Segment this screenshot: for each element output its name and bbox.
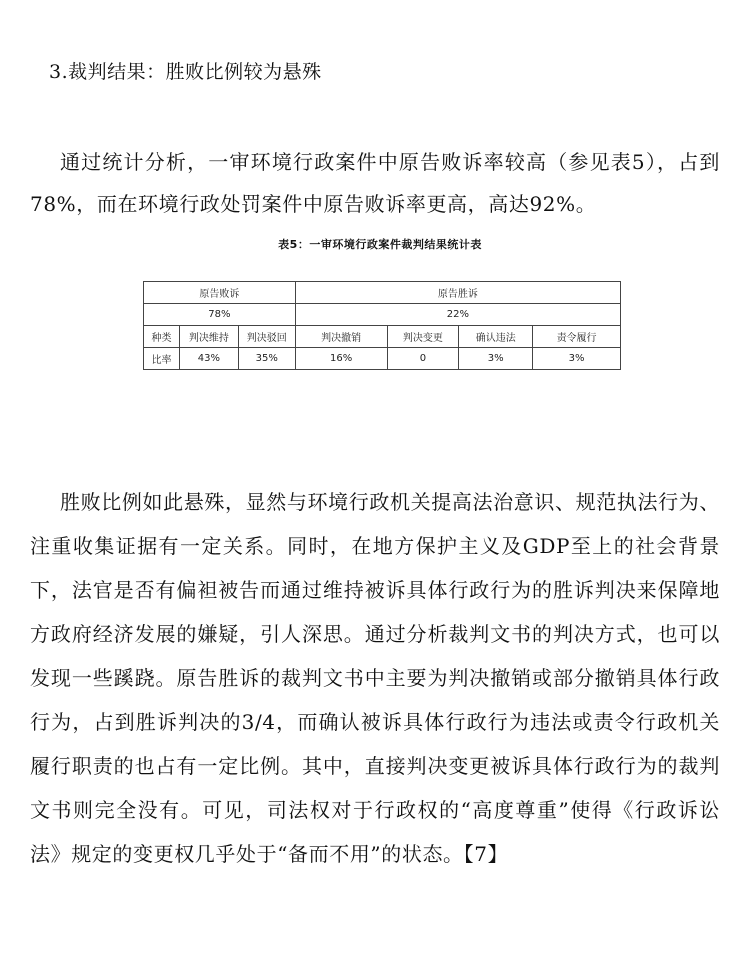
table-cell-header-type: 种类: [144, 326, 180, 348]
table-cell-value: 35%: [238, 348, 295, 370]
table-row: [144, 348, 621, 370]
table-cell-win-rate: 22%: [295, 304, 620, 326]
table-cell-value: 16%: [295, 348, 387, 370]
table-caption: 表5：一审环境行政案件裁判结果统计表: [278, 238, 482, 251]
table-cell-value: 43%: [179, 348, 238, 370]
table-cell-category: 判决变更: [387, 326, 459, 348]
table-cell-category: 责令履行: [533, 326, 621, 348]
section-heading: 3.裁判结果：胜败比例较为悬殊: [49, 61, 322, 83]
table-cell-value: 3%: [459, 348, 533, 370]
table-cell-category: 确认违法: [459, 326, 533, 348]
table-row: [144, 326, 621, 348]
table-cell-category: 判决撤销: [295, 326, 387, 348]
paragraph-statistics: 通过统计分析，一审环境行政案件中原告败诉率较高（参见表5），占到78%，而在环境行政处罚案件中原告败诉率更高，高达92%。: [30, 150, 720, 216]
table-cell-category: 判决驳回: [238, 326, 295, 348]
table-cell-category: 判决维持: [179, 326, 238, 348]
table-cell-value: 3%: [533, 348, 621, 370]
table-cell-value: 0: [387, 348, 459, 370]
table-cell-header-ratio: 比率: [144, 348, 180, 370]
table-row: [144, 304, 621, 326]
table-cell-group-lose: 原告败诉: [144, 282, 296, 304]
table-cell-lose-rate: 78%: [144, 304, 296, 326]
paragraph-analysis: 胜败比例如此悬殊，显然与环境行政机关提高法治意识、规范执法行为、注重收集证据有一定关系。同时，在地方保护主义及GDP至上的社会背景下，法官是否有偏袒被告而通过维持被诉具体行政行为的胜诉判决来保障地方政府经济发展的嫌疑，引人深思。通过分析裁判文书的判决方式，也可以发现一些蹊跷。原告胜诉的裁判文书中主要为判决撤销或部分撤销具体行政行为，占到胜诉判决的3/4，而确认被诉具体行政行为违法或责令行政机关履行职责的也占有一定比例。其中，直接判决变更被诉具体行政行为的裁判文书则完全没有。可见，司法权对于行政权的“高度尊重”使得《行政诉讼法》规定的变更权几乎处于“备而不用”的状态。【7】: [30, 490, 720, 866]
table-row: [144, 282, 621, 304]
table-cell-group-win: 原告胜诉: [295, 282, 620, 304]
judgment-results-table: [143, 281, 621, 370]
